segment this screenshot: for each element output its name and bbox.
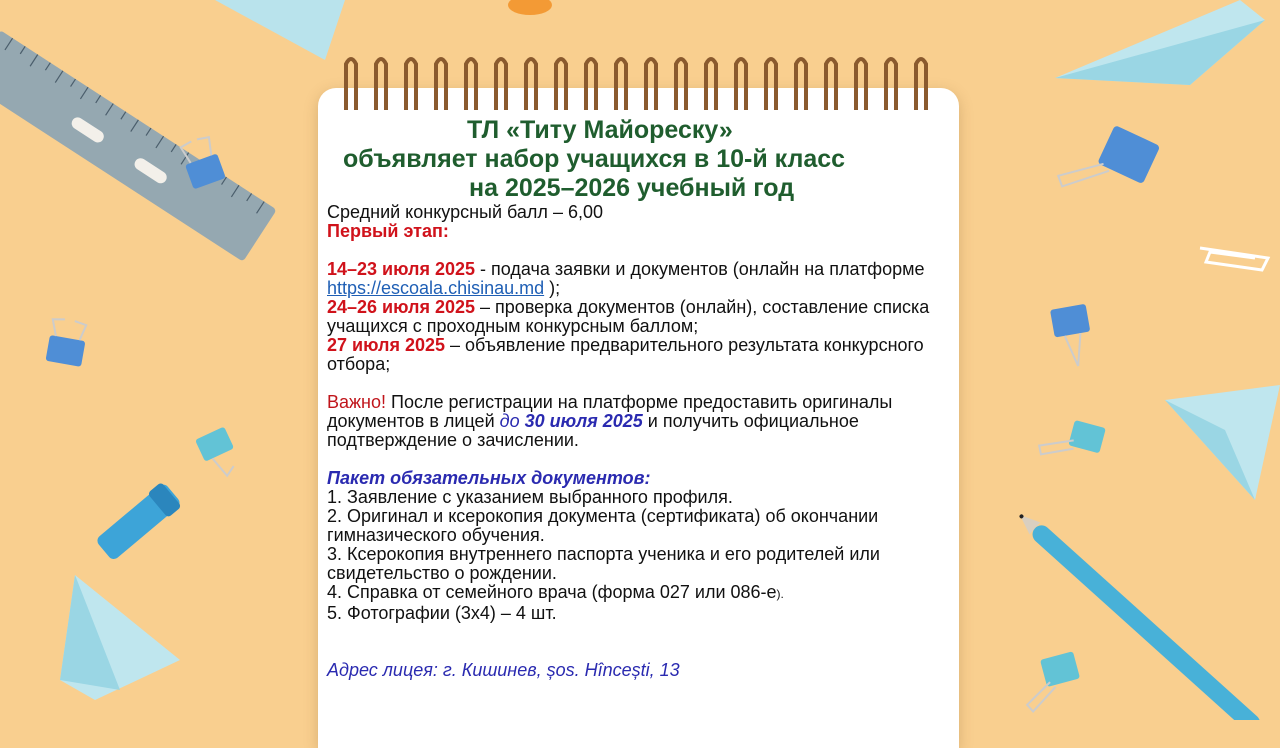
title-line-3: на 2025–2026 учебный год bbox=[469, 174, 795, 202]
binder-clip-icon bbox=[195, 426, 243, 481]
schedule-date: 14–23 июля 2025 bbox=[327, 259, 476, 279]
spiral-binding bbox=[318, 50, 959, 114]
binder-clip-icon bbox=[1055, 112, 1160, 217]
list-item: 5. Фотографии (3x4) – 4 шт. bbox=[327, 603, 557, 623]
binder-clip-icon bbox=[1050, 304, 1096, 369]
list-item: 2. Оригинал и ксерокопия документа (сертификата) об окончании гимназического обучения. bbox=[327, 506, 879, 545]
pencil-tip-icon bbox=[508, 0, 552, 15]
deadline-date: 30 июля 2025 bbox=[524, 411, 643, 431]
paper-clip-icon bbox=[1200, 248, 1268, 270]
binder-clip-icon bbox=[45, 317, 88, 367]
title-line-1: ТЛ «Титу Майореску» bbox=[467, 116, 733, 144]
list-item: 1. Заявление с указанием выбранного профиля. bbox=[327, 487, 733, 507]
schedule-date: 24–26 июля 2025 bbox=[327, 297, 476, 317]
list-item: 3. Ксерокопия внутреннего паспорта ученика и его родителей или свидетельство о рождении. bbox=[327, 544, 880, 583]
list-item: 4. Справка от семейного врача (форма 027 или 086-е). bbox=[327, 582, 784, 602]
title-line-2: объявляет набор учащихся в 10-й класс bbox=[343, 145, 846, 173]
schedule-item-1: 14–23 июля 2025 - подача заявки и документов (онлайн на платформе https://escoala.chisinau.md ); bbox=[327, 259, 925, 298]
average-score: Средний конкурсный балл – 6,00 bbox=[327, 202, 603, 222]
ruler-icon bbox=[0, 30, 277, 262]
platform-link[interactable]: https://escoala.chisinau.md bbox=[327, 278, 545, 298]
stage-label: Первый этап: bbox=[327, 221, 449, 241]
important-label: Важно! bbox=[327, 392, 387, 412]
announcement-content bbox=[327, 116, 953, 680]
address: Адрес лицея: г. Кишинев, șos. Hîncești, 13 bbox=[327, 660, 680, 680]
binder-clip-icon bbox=[1017, 651, 1085, 712]
schedule-item-3: 27 июля 2025 – объявление предварительного результата конкурсного отбора; bbox=[327, 335, 924, 374]
pen-icon bbox=[1014, 508, 1264, 720]
marker-cap-icon bbox=[94, 481, 184, 563]
schedule-date: 27 июля 2025 bbox=[327, 335, 445, 355]
binder-clip-icon bbox=[1037, 413, 1106, 469]
documents-heading: Пакет обязательных документов: bbox=[327, 468, 651, 488]
schedule-item-2: 24–26 июля 2025 – проверка документов (онлайн), составление списка учащихся с проходным конкурсным баллом; bbox=[327, 297, 930, 336]
important-note: Важно! После регистрации на платформе предоставить оригиналы документов в лицей до 30 июля 2025 и получить официальное подтверждение о зачислении. bbox=[327, 392, 893, 450]
paper-plane-icon bbox=[1055, 20, 1265, 85]
